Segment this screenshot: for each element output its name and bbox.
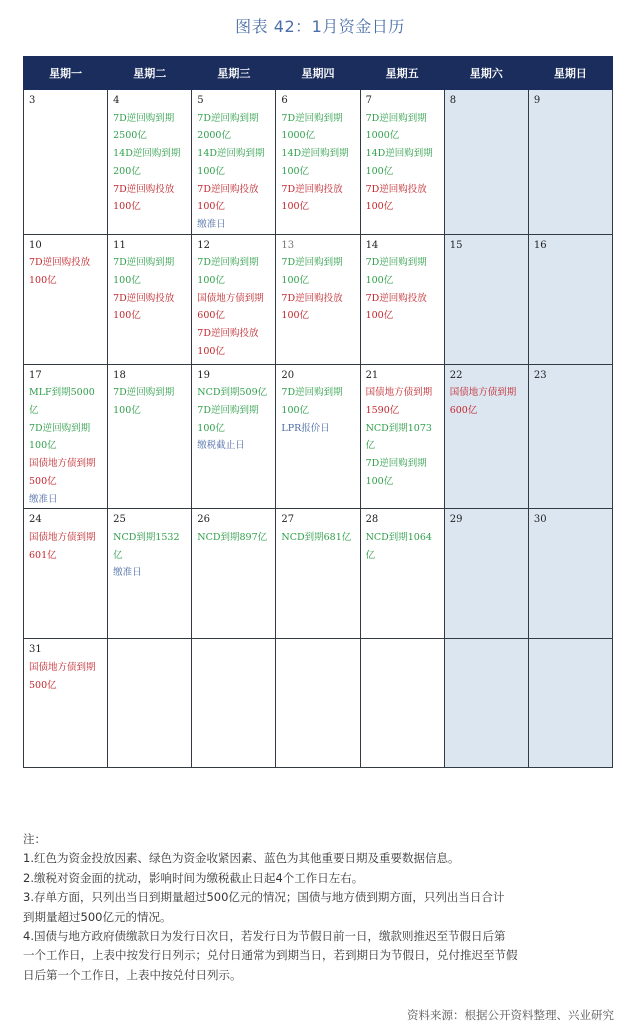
calendar-event: 100亿: [197, 165, 225, 177]
calendar-event: 100亿: [281, 405, 310, 417]
day-number: 22: [449, 369, 463, 381]
calendar-event: 100亿: [365, 310, 394, 322]
calendar-event: 100亿: [197, 201, 225, 213]
calendar-event: 7D逆回购到期: [281, 257, 343, 269]
calendar-day-cell: [444, 639, 528, 768]
notes-line: 3.存单方面，只列出当日到期量超过500亿元的情况；国债与地方债到期方面，只列出当日合计: [23, 890, 505, 905]
calendar-event: 7D逆回购到期: [29, 422, 91, 434]
calendar-day-cell: [528, 234, 612, 364]
calendar-day-cell: [276, 364, 360, 509]
calendar-event: 100亿: [113, 275, 141, 287]
calendar-event: NCD到期897亿: [197, 531, 268, 543]
calendar-day-cell: [360, 364, 444, 509]
calendar-day-cell: [528, 90, 612, 235]
page-title: 图表 42：1月资金日历: [235, 17, 405, 36]
calendar-event: 14D逆回购到期: [113, 148, 181, 160]
calendar-week-row: [24, 639, 613, 768]
calendar-day-cell: [108, 234, 192, 364]
weekday-header: 星期日: [528, 57, 612, 90]
calendar-day-cell: [444, 234, 528, 364]
calendar-event: 7D逆回购到期: [113, 112, 175, 124]
day-number: 30: [533, 514, 547, 526]
calendar-day-cell: [276, 234, 360, 364]
notes-line: 2.缴税对资金面的扰动，影响时间为缴税截止日起4个工作日左右。: [23, 870, 364, 885]
weekday-header: 星期一: [24, 57, 108, 90]
calendar-event: 7D逆回购到期: [281, 112, 343, 124]
calendar-event: 100亿: [113, 201, 141, 213]
calendar-day-cell: [24, 364, 108, 509]
day-number: 3: [29, 95, 36, 106]
calendar-event: 7D逆回购投放: [365, 183, 427, 195]
calendar-event: 7D逆回购到期: [197, 112, 259, 124]
calendar-event: NCD到期1073亿: [365, 422, 432, 452]
calendar-day-cell: [276, 639, 360, 768]
calendar-event: 国债地方债到期: [29, 531, 96, 543]
day-number: 18: [113, 369, 126, 381]
day-number: 9: [533, 95, 541, 106]
weekday-header: 星期三: [192, 57, 276, 90]
weekday-header: 星期五: [360, 57, 444, 90]
calendar-day-cell: [24, 234, 108, 364]
calendar-event: NCD到期509亿: [197, 387, 268, 399]
calendar-event: 100亿: [29, 275, 57, 287]
calendar-event: 7D逆回购投放: [113, 183, 175, 195]
calendar-event: 100亿: [281, 201, 310, 213]
calendar-event: 1590亿: [365, 405, 400, 417]
calendar-table: [23, 56, 613, 768]
calendar-event: 缴准日: [113, 567, 142, 579]
day-number: 6: [281, 95, 288, 106]
calendar-event: 2500亿: [113, 130, 147, 142]
day-number: 15: [449, 239, 463, 251]
calendar-event: NCD到期1532亿: [113, 531, 180, 561]
day-number: 31: [29, 644, 42, 656]
calendar-event: 7D逆回购投放: [281, 292, 343, 304]
day-number: 23: [533, 369, 547, 381]
calendar-event: 500亿: [29, 679, 57, 691]
calendar-day-cell: [108, 509, 192, 639]
calendar-day-cell: [276, 90, 360, 235]
notes-line: 1.红色为资金投放因素、绿色为资金收紧因素、蓝色为其他重要日期及重要数据信息。: [23, 851, 460, 866]
calendar-event: 7D逆回购到期: [365, 257, 427, 269]
day-number: 20: [281, 369, 295, 381]
calendar-week-row: [24, 364, 613, 509]
day-number: 26: [197, 514, 211, 526]
calendar-event: 7D逆回购到期: [365, 458, 427, 470]
day-number: 5: [197, 95, 204, 106]
calendar-event: 200亿: [113, 165, 141, 177]
calendar-event: 缴准日: [29, 493, 58, 505]
day-number: 19: [197, 369, 211, 381]
calendar-day-cell: [192, 639, 276, 768]
calendar-event: 100亿: [365, 475, 394, 487]
day-number: 4: [113, 95, 120, 106]
calendar-event: NCD到期681亿: [281, 531, 352, 543]
calendar-event: 14D逆回购到期: [365, 148, 433, 160]
calendar-day-cell: [360, 90, 444, 235]
notes-line: 注：: [23, 832, 46, 846]
calendar-event: 7D逆回购到期: [197, 257, 259, 269]
calendar-event: 7D逆回购投放: [113, 292, 175, 304]
calendar-event: 1000亿: [281, 130, 316, 142]
calendar-day-cell: [108, 364, 192, 509]
calendar-event: 500亿: [29, 475, 57, 487]
calendar-event: 100亿: [113, 405, 141, 417]
calendar-day-cell: [276, 509, 360, 639]
weekday-header: 星期二: [108, 57, 192, 90]
calendar-day-cell: [24, 90, 108, 235]
calendar-event: 国债地方债到期: [29, 458, 96, 470]
calendar-event: 7D逆回购投放: [197, 183, 259, 195]
calendar-day-cell: [444, 509, 528, 639]
day-number: 16: [533, 239, 547, 251]
calendar-week-row: [24, 90, 613, 235]
calendar-event: 100亿: [281, 310, 310, 322]
calendar-event: 14D逆回购到期: [197, 148, 265, 160]
calendar-event: 100亿: [197, 275, 225, 287]
day-number: 27: [281, 514, 295, 526]
calendar-week-row: [24, 234, 613, 364]
calendar-event: 100亿: [113, 310, 141, 322]
notes-line: 到期量超过500亿元的情况。: [23, 909, 172, 924]
calendar-event: 100亿: [197, 422, 225, 434]
calendar-event: 国债地方债到期: [197, 292, 264, 304]
calendar-day-cell: [444, 90, 528, 235]
notes-line: 4.国债与地方政府债缴款日为发行日次日，若发行日为节假日前一日，缴款则推迟至节假日后第: [23, 929, 506, 944]
calendar-week-row: [24, 509, 613, 639]
calendar-day-cell: [24, 639, 108, 768]
day-number: 14: [365, 239, 379, 251]
calendar-day-cell: [192, 509, 276, 639]
calendar-day-cell: [192, 364, 276, 509]
calendar-event: 7D逆回购投放: [281, 183, 343, 195]
calendar-day-cell: [360, 639, 444, 768]
source-note: 资料来源：根据公开资料整理、兴业研究: [407, 1008, 614, 1022]
calendar-day-cell: [192, 90, 276, 235]
calendar-day-cell: [108, 639, 192, 768]
notes-section: [23, 830, 623, 985]
calendar-day-cell: [24, 509, 108, 639]
calendar-event: 缴准日: [197, 218, 226, 230]
calendar-event: 7D逆回购投放: [365, 292, 427, 304]
calendar-event: NCD到期1064亿: [365, 531, 432, 561]
calendar-event: 7D逆回购到期: [113, 257, 175, 269]
day-number: 8: [449, 95, 457, 106]
day-number: 21: [365, 369, 379, 381]
calendar-event: 100亿: [197, 345, 225, 357]
calendar-day-cell: [528, 364, 612, 509]
calendar-event: LPR报价日: [281, 422, 330, 434]
calendar-day-cell: [444, 364, 528, 509]
calendar-event: 100亿: [365, 275, 394, 287]
calendar-event: 7D逆回购到期: [281, 387, 343, 399]
calendar-event: 国债地方债到期: [29, 661, 96, 673]
calendar-event: 7D逆回购投放: [29, 257, 91, 269]
calendar-day-cell: [360, 234, 444, 364]
calendar-event: 14D逆回购到期: [281, 148, 349, 160]
weekday-header-row: [24, 57, 613, 90]
calendar-event: 7D逆回购到期: [113, 387, 175, 399]
calendar-event: 国债地方债到期: [365, 387, 433, 399]
day-number: 13: [281, 239, 295, 251]
weekday-header: 星期六: [444, 57, 528, 90]
day-number: 11: [113, 239, 126, 251]
calendar-event: 100亿: [29, 440, 57, 452]
day-number: 24: [29, 514, 42, 526]
calendar-day-cell: [192, 234, 276, 364]
calendar-day-cell: [528, 509, 612, 639]
calendar-event: 100亿: [365, 201, 394, 213]
notes-line: 日后第一个工作日，上表中按兑付日列示。: [23, 967, 242, 982]
day-number: 7: [365, 95, 372, 106]
calendar-day-cell: [528, 639, 612, 768]
calendar-event: 600亿: [197, 310, 225, 322]
calendar-event: 600亿: [449, 405, 478, 417]
day-number: 12: [197, 239, 211, 251]
notes-line: 一个工作日，上表中按发行日列示；兑付日通常为到期当日，若到期日为节假日，兑付推迟至节假: [23, 948, 518, 963]
calendar-day-cell: [360, 509, 444, 639]
calendar-event: 100亿: [365, 165, 394, 177]
calendar-event: 100亿: [281, 275, 310, 287]
day-number: 17: [29, 369, 42, 381]
day-number: 10: [29, 239, 42, 251]
weekday-header: 星期四: [276, 57, 360, 90]
calendar-event: 缴税截止日: [197, 440, 245, 452]
calendar-event: 国债地方债到期: [449, 387, 517, 399]
calendar-event: 7D逆回购到期: [197, 405, 259, 417]
day-number: 28: [365, 514, 379, 526]
day-number: 25: [113, 514, 126, 526]
calendar-event: 601亿: [29, 549, 57, 561]
calendar-event: 7D逆回购投放: [197, 328, 259, 340]
calendar-event: 7D逆回购到期: [365, 112, 427, 124]
calendar-event: 2000亿: [197, 130, 231, 142]
calendar-event: MLF到期5000亿: [29, 387, 95, 417]
calendar-day-cell: [108, 90, 192, 235]
calendar-event: 1000亿: [365, 130, 400, 142]
calendar-event: 100亿: [281, 165, 310, 177]
day-number: 29: [449, 514, 463, 526]
